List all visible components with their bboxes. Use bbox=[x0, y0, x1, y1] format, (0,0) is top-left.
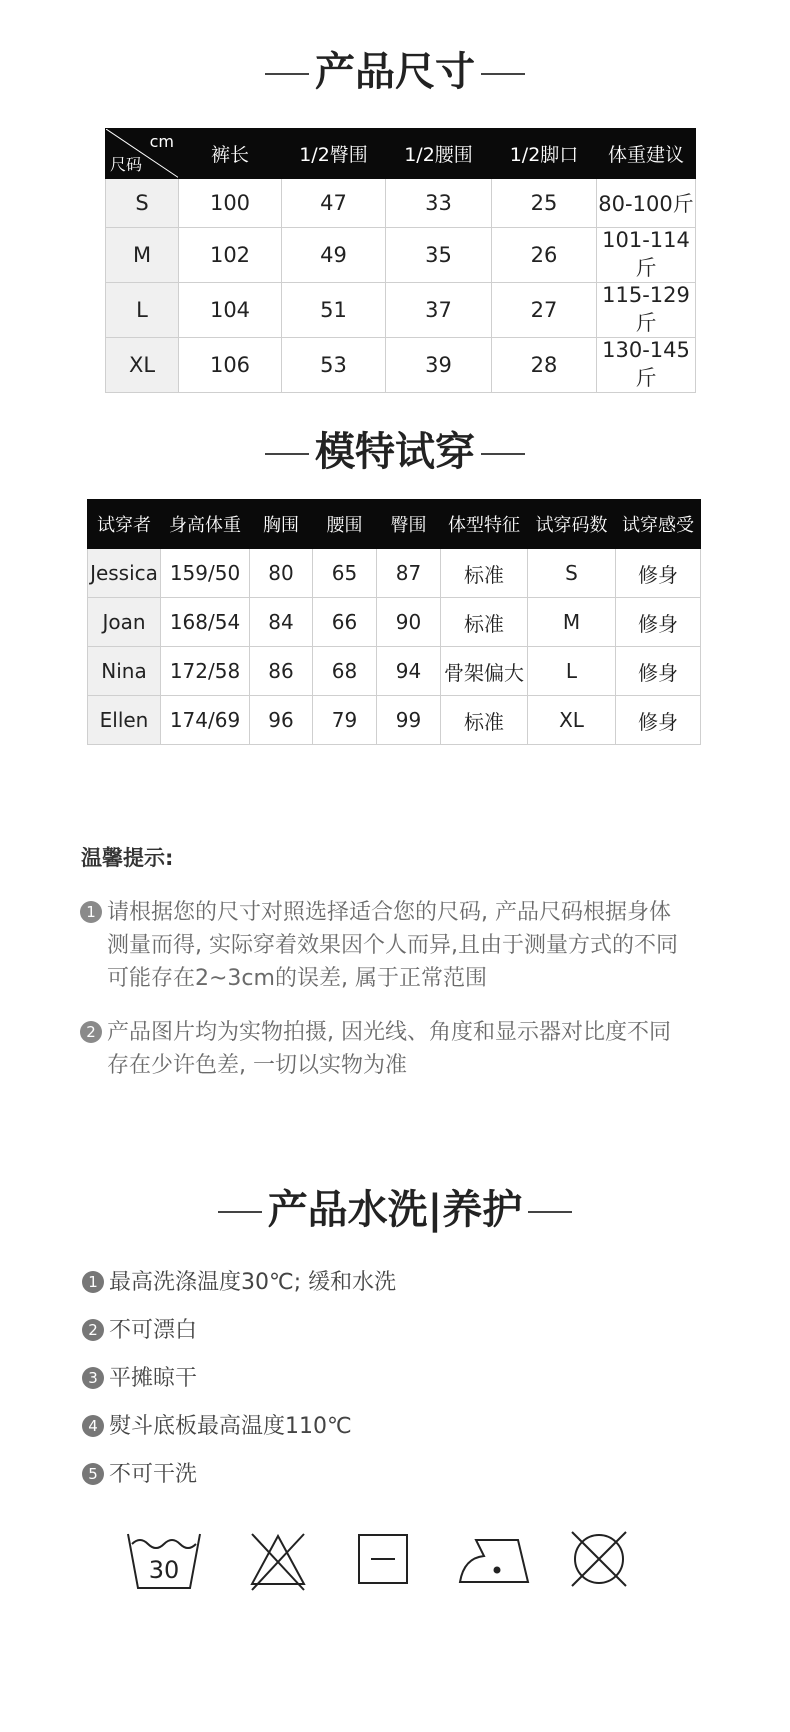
corner-size-label: 尺码 bbox=[110, 155, 143, 174]
care-text: 不可漂白 bbox=[109, 1318, 198, 1343]
size-table-corner bbox=[106, 129, 179, 179]
table-cell: 51 bbox=[282, 283, 386, 338]
table-cell: 53 bbox=[282, 338, 386, 393]
table-cell: 标准 bbox=[441, 696, 528, 745]
tip-line: 可能存在2~3cm的误差, 属于正常范围 bbox=[107, 966, 487, 991]
table-cell: 26 bbox=[492, 228, 597, 283]
table-cell: 35 bbox=[386, 228, 492, 283]
care-text: 不可干洗 bbox=[109, 1462, 198, 1487]
model-header: 腰围 bbox=[313, 500, 377, 549]
table-cell: 172/58 bbox=[161, 647, 250, 696]
size-header: 1/2脚口 bbox=[492, 129, 597, 179]
care-text: 最高洗涤温度30℃; 缓和水洗 bbox=[109, 1270, 397, 1295]
table-cell: M bbox=[528, 598, 616, 647]
size-table-header bbox=[106, 129, 696, 179]
table-cell: 90 bbox=[377, 598, 441, 647]
tip-line: 请根据您的尺寸对照选择适合您的尺码, 产品尺码根据身体 bbox=[107, 900, 671, 925]
tip-item bbox=[80, 896, 720, 995]
size-table bbox=[105, 128, 696, 393]
table-cell: 86 bbox=[250, 647, 313, 696]
table-row bbox=[88, 647, 701, 696]
table-cell: 68 bbox=[313, 647, 377, 696]
table-cell: 49 bbox=[282, 228, 386, 283]
tip-line: 存在少许色差, 一切以实物为准 bbox=[107, 1053, 407, 1078]
size-label: L bbox=[106, 283, 179, 338]
care-text: 平摊晾干 bbox=[109, 1366, 198, 1391]
size-header: 体重建议 bbox=[597, 129, 696, 179]
tip-number-badge: 1 bbox=[80, 901, 102, 923]
size-label: M bbox=[106, 228, 179, 283]
care-icons-row bbox=[0, 1528, 790, 1608]
model-header: 身高体重 bbox=[161, 500, 250, 549]
title-rule-right bbox=[481, 453, 525, 455]
table-cell: 修身 bbox=[616, 647, 701, 696]
care-number-badge: 2 bbox=[82, 1319, 104, 1341]
table-cell: 130-145斤 bbox=[597, 338, 696, 393]
care-number-badge: 1 bbox=[82, 1271, 104, 1293]
table-cell: 28 bbox=[492, 338, 597, 393]
model-table bbox=[87, 499, 701, 745]
care-item bbox=[82, 1460, 197, 1490]
table-cell: 标准 bbox=[441, 549, 528, 598]
table-cell: 101-114斤 bbox=[597, 228, 696, 283]
table-cell: 104 bbox=[179, 283, 282, 338]
title-rule-left bbox=[218, 1211, 262, 1213]
table-row bbox=[106, 179, 696, 228]
care-number-badge: 4 bbox=[82, 1415, 104, 1437]
model-name: Ellen bbox=[88, 696, 161, 745]
table-cell: 修身 bbox=[616, 696, 701, 745]
table-cell: XL bbox=[528, 696, 616, 745]
table-row bbox=[88, 598, 701, 647]
table-cell: 39 bbox=[386, 338, 492, 393]
table-cell: 80-100斤 bbox=[597, 179, 696, 228]
table-cell: 25 bbox=[492, 179, 597, 228]
table-cell: 168/54 bbox=[161, 598, 250, 647]
tips-title: 温馨提示: bbox=[81, 846, 174, 870]
table-cell: 47 bbox=[282, 179, 386, 228]
table-cell: 66 bbox=[313, 598, 377, 647]
table-cell: S bbox=[528, 549, 616, 598]
table-cell: 102 bbox=[179, 228, 282, 283]
model-title-text: 模特试穿 bbox=[315, 429, 475, 475]
care-item bbox=[82, 1316, 197, 1346]
table-cell: 65 bbox=[313, 549, 377, 598]
model-header: 试穿者 bbox=[88, 500, 161, 549]
table-cell: 99 bbox=[377, 696, 441, 745]
title-rule-right bbox=[528, 1211, 572, 1213]
tip-line: 测量而得, 实际穿着效果因个人而异,且由于测量方式的不同 bbox=[107, 933, 678, 958]
table-row bbox=[88, 696, 701, 745]
table-row bbox=[88, 549, 701, 598]
model-name: Nina bbox=[88, 647, 161, 696]
size-label: XL bbox=[106, 338, 179, 393]
care-item bbox=[82, 1268, 396, 1298]
table-cell: 96 bbox=[250, 696, 313, 745]
size-header: 1/2臀围 bbox=[282, 129, 386, 179]
model-section-title bbox=[0, 429, 790, 475]
table-row bbox=[106, 338, 696, 393]
care-number-badge: 3 bbox=[82, 1367, 104, 1389]
table-cell: 80 bbox=[250, 549, 313, 598]
dry-flat-icon bbox=[354, 1528, 414, 1588]
care-item bbox=[82, 1364, 197, 1394]
tip-item bbox=[80, 1016, 720, 1082]
model-header: 臀围 bbox=[377, 500, 441, 549]
table-cell: 115-129斤 bbox=[597, 283, 696, 338]
size-section-title bbox=[0, 49, 790, 95]
table-cell: 修身 bbox=[616, 549, 701, 598]
iron-low-icon bbox=[456, 1528, 530, 1588]
model-header: 试穿码数 bbox=[528, 500, 616, 549]
table-cell: 79 bbox=[313, 696, 377, 745]
model-table-header bbox=[88, 500, 701, 549]
model-header: 胸围 bbox=[250, 500, 313, 549]
size-title-text: 产品尺寸 bbox=[315, 49, 475, 95]
no-dry-clean-icon bbox=[568, 1528, 630, 1590]
table-cell: 94 bbox=[377, 647, 441, 696]
model-header: 体型特征 bbox=[441, 500, 528, 549]
table-cell: 84 bbox=[250, 598, 313, 647]
table-row bbox=[106, 283, 696, 338]
size-header: 1/2腰围 bbox=[386, 129, 492, 179]
title-rule-left bbox=[265, 73, 309, 75]
table-cell: 37 bbox=[386, 283, 492, 338]
size-header: 裤长 bbox=[179, 129, 282, 179]
table-cell: 骨架偏大 bbox=[441, 647, 528, 696]
corner-unit: cm bbox=[149, 132, 174, 151]
table-cell: 修身 bbox=[616, 598, 701, 647]
tip-number-badge: 2 bbox=[80, 1021, 102, 1043]
wash-temp-label: 30 bbox=[148, 1556, 180, 1584]
care-item bbox=[82, 1412, 352, 1442]
table-cell: 87 bbox=[377, 549, 441, 598]
table-cell: 标准 bbox=[441, 598, 528, 647]
title-rule-left bbox=[265, 453, 309, 455]
table-cell: 106 bbox=[179, 338, 282, 393]
care-title-text: 产品水洗|养护 bbox=[267, 1187, 523, 1233]
care-number-badge: 5 bbox=[82, 1463, 104, 1485]
no-bleach-icon bbox=[246, 1528, 310, 1592]
table-cell: L bbox=[528, 647, 616, 696]
title-rule-right bbox=[481, 73, 525, 75]
table-cell: 33 bbox=[386, 179, 492, 228]
care-section-title bbox=[0, 1187, 790, 1233]
care-text: 熨斗底板最高温度110℃ bbox=[109, 1414, 352, 1439]
table-cell: 100 bbox=[179, 179, 282, 228]
model-header: 试穿感受 bbox=[616, 500, 701, 549]
wash-30-icon bbox=[124, 1528, 204, 1594]
model-name: Jessica bbox=[88, 549, 161, 598]
tip-line: 产品图片均为实物拍摄, 因光线、角度和显示器对比度不同 bbox=[107, 1020, 671, 1045]
size-label: S bbox=[106, 179, 179, 228]
table-cell: 27 bbox=[492, 283, 597, 338]
table-cell: 174/69 bbox=[161, 696, 250, 745]
model-name: Joan bbox=[88, 598, 161, 647]
table-row bbox=[106, 228, 696, 283]
table-cell: 159/50 bbox=[161, 549, 250, 598]
